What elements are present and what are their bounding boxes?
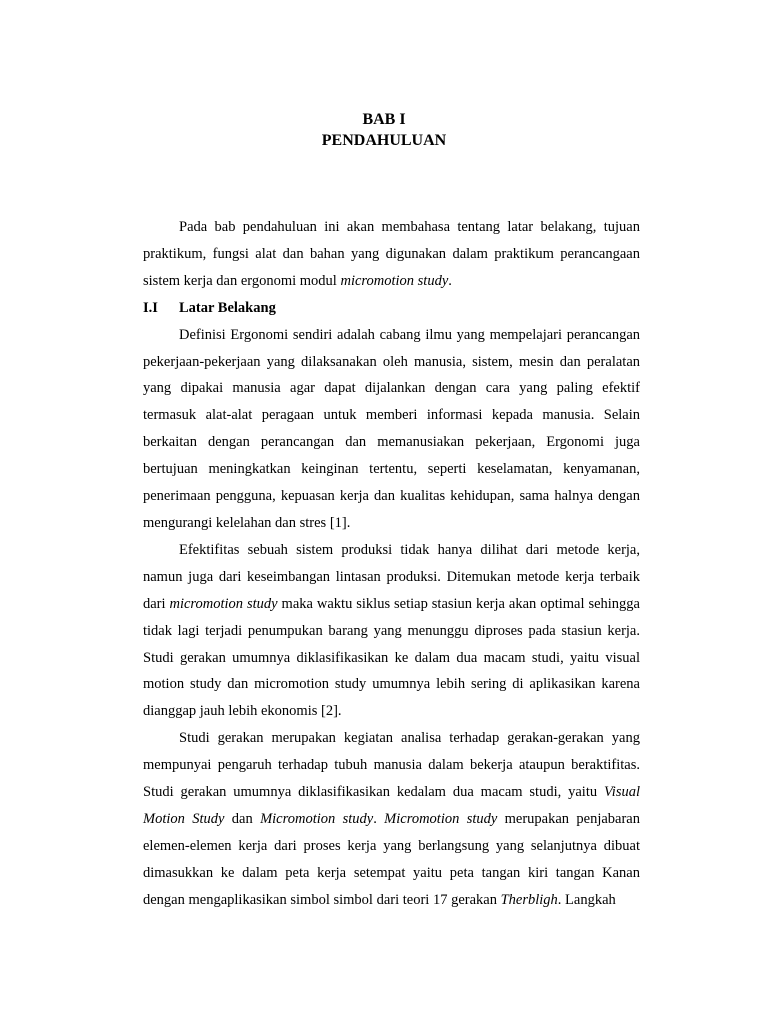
paragraph-3-text-1: Studi gerakan merupakan kegiatan analisa terhadap gerakan-gerakan yang mempunyai pengaruh terhadap tubuh manusia dalam bekerja ataupun beraktifitas. Studi gerakan umumnya diklasifikasikan kedalam dua macam studi, yaitu: [143, 730, 640, 801]
paragraph-3-text-3: .: [373, 810, 385, 827]
section-heading: [143, 295, 640, 322]
section-title: Latar Belakang: [179, 299, 276, 316]
paragraph-3-italic-1: Visual Motion Study: [143, 784, 640, 827]
section-number: I.I: [143, 299, 158, 316]
paragraph-definition: [143, 322, 640, 537]
paragraph-effectiveness: [143, 537, 640, 725]
chapter-number: BAB I: [362, 111, 406, 128]
paragraph-2-italic-term: micromotion study: [169, 595, 278, 612]
document-body: [143, 214, 640, 914]
paragraph-2-text-end: maka waktu siklus setiap stasiun kerja akan optimal sehingga tidak lagi terjadi penumpukan barang yang menunggu diproses pada stasiun kerja. Studi gerakan umumnya diklasifikasikan ke dalam dua macam studi, yaitu visual motion study dan micromotion study umumnya lebih sering di aplikasikan karena dianggap jauh lebih ekonomis [2].: [143, 595, 640, 720]
paragraph-3-text-2: dan: [224, 810, 261, 827]
intro-paragraph: [143, 214, 640, 295]
paragraph-1-text: Definisi Ergonomi sendiri adalah cabang ilmu yang mempelajari perancangan pekerjaan-pekerjaan yang dilaksanakan oleh manusia, sistem, mesin dan peralatan yang dipakai manusia agar dapat dijalankan dengan cara yang paling efektif termasuk alat-alat peragaan untuk memberi informasi kepada manusia. Selain berkaitan dengan perancangan dan memanusiakan pekerjaan, Ergonomi juga bertujuan meningkatkan keinginan tertentu, seperti keselamatan, kenyamanan, penerimaan pengguna, kepuasan kerja dan kualitas kehidupan, sama halnya dengan mengurangi kelelahan dan stres [1].: [143, 326, 640, 531]
paragraph-3-text-5: . Langkah: [557, 891, 616, 908]
intro-text-end: .: [448, 272, 452, 289]
paragraph-2-text: Efektifitas sebuah sistem produksi tidak hanya dilihat dari metode kerja, namun juga dari keseimbangan lintasan produksi. Ditemukan metode kerja terbaik dari: [143, 541, 640, 612]
intro-italic-term: micromotion study: [340, 272, 449, 289]
paragraph-3-italic-4: Therbligh: [500, 891, 558, 908]
paragraph-3-text-4: merupakan penjabaran elemen-elemen kerja dari proses kerja yang berlangsung yang selanjutnya dibuat dimasukkan ke dalam peta kerja setempat yaitu peta tangan kiri tangan Kanan dengan mengaplikasikan simbol simbol dari teori 17 gerakan: [143, 810, 640, 908]
paragraph-motion-study: [143, 725, 640, 913]
chapter-heading: [0, 109, 768, 151]
paragraph-3-italic-2: Micromotion study: [260, 810, 374, 827]
chapter-title: PENDAHULUAN: [321, 132, 447, 149]
intro-text: Pada bab pendahuluan ini akan membahasa tentang latar belakang, tujuan praktikum, fungsi alat dan bahan yang digunakan dalam praktikum perancangaan sistem kerja dan ergonomi modul: [143, 219, 640, 289]
paragraph-3-italic-3: Micromotion study: [384, 810, 498, 827]
